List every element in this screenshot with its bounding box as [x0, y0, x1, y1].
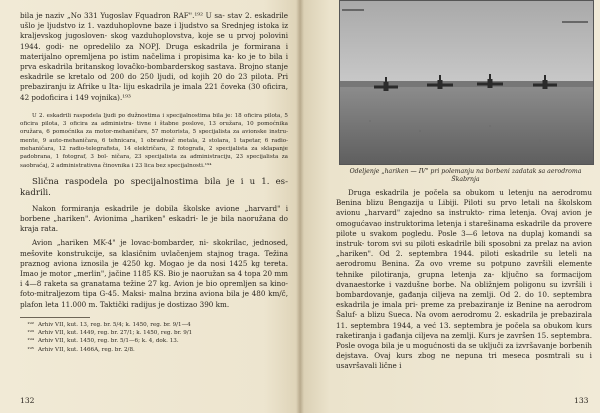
- similar-distribution-paragraph: Slična raspodela po specijalnostima bila je i u 1. es- kadrili.: [20, 176, 288, 199]
- top-paragraph: bila je naziv „No 331 Yugoslav Fquadron RAF".¹⁹² U sa- stav 2. eskadrile ušlo je ljudstvo iz 1. vazduhoplovne baze i ljudstvo sa Srednjeg istoka iz kraljevskog jugosloven- skog vazduhoplovstva, koje se u prvoj polovini 1944. godi- ne opredelilo za NOPJ. Druga eskadrila je formirana i materijalno opremljena po istim načelima i propisima ka- ko je to bila i prva eskadrila britanskog lovačko-bombarderskog sastava. Brojno stanje eskadrile se kretalo od 200 do 250 ljudi, od kojih 20 do 23 pilota. Pri prebaziranju iz Afrike u Ita- liju eskadrila je imala 221 čoveka (30 oficira, 42 podoficira i 149 vojnika).¹⁹³: [20, 11, 288, 102]
- footnote-text: Arhiv VII, kut. 1450, reg. br. 5/1—6; k. 4, dok. 13.: [38, 338, 179, 345]
- footnote-number: ¹⁹⁵: [27, 346, 34, 353]
- footnote-number: ¹⁹²: [27, 321, 34, 328]
- hurricane-specs-paragraph: Avion „hariken MK-4" je lovac-bombarder, ni- skokrilac, jednosed, mešovite konstrukcije, sa klasičnim uvlačenjem stajnog traga. Težina praznog aviona iznosila je 4250 kg. Mogao je da nosi 1425 kg tereta. Imao je motor „merlin", jačine 1185 KS. Bio je naoružan sa 4 topa 20 mm i 4—8 raketa sa granatama težine 27 kg. Avion je bio opremljen sa kino-foto-mitraljezom tipa G-45. Maksi- malna brzina aviona bila je 480 km/č, plafon leta 11.000 m. Taktički radijus je dostizao 390 km.: [20, 238, 288, 309]
- photo-caption: Odeljenje „hariken — IV" pri polетanju na borbeni zadatak sa aerodroma Škabrnja: [349, 168, 582, 184]
- footnote: [20, 321, 288, 329]
- right-page: [300, 0, 600, 413]
- footnote-text: Arhiv VII, kut. 13, reg. br. 5/4; k. 1450, reg. br. 9/1—4: [38, 321, 191, 328]
- footnote-number: ¹⁹⁴: [27, 338, 34, 345]
- hurricane-takeoff-photo: [339, 0, 594, 165]
- photo-illustration: [340, 1, 593, 164]
- staff-distribution-paragraph: U 2. eskadrili raspodela ljudi po dužnostima i specijalnostima bila je: 18 oficira pilota, 5 oficira pilota, 3 oficira za administra- tivne i štabne poslove, 13 oružara, 10 pomoćnika oružara, 6 pomoćnika za motor-mehaničare, 57 motorista, 5 specijalista za avionske instru- mente, 9 auto-mehaničara, 6 tehnicara, 1 obradivač metala, 2 stolara, 1 tapetar, 6 radio-mehaničara, 12 radio-telegrafista, 14 električara, 2 fotografa, 2 specijalista za sklapanje padobrana, 1 fotograf, 3 bol- ničara, 23 specijalista za administraciju, 23 specijalista za saobraćaj, 2 administrativna činovnika i 23 lica bez specijalnosti.¹⁹⁴: [20, 112, 288, 169]
- right-column: [336, 188, 592, 372]
- footnotes: [20, 321, 288, 354]
- training-aircraft-paragraph: Nakon formiranja eskadrile je dobila školske avione „harvard" i borbene „hariken". Avionima „hariken" eskadri- le je bila naoružana do kraja rata.: [20, 203, 288, 234]
- page-number-right: 133: [574, 396, 589, 405]
- footnote-rule: [20, 317, 90, 318]
- training-paragraph: Druga eskadrila je počela sa obukom u letenju na aerodromu Benina blizu Bengazija u Libiji. Piloti su prvo letali na školskom avionu „harvard" zajedno sa instrukto- rima letenja. Ovaj avion je omogućavao instruktorima letenja i starešinama eskadrile da provere pilote u svakom pogledu. Posle 3—6 letova na duplaj komandi sa instruk- torom svi su piloti eskadrile bili sposobni za prelaz na avion „hariken". Od 2. septembra 1944. piloti eskadrile su leteli na aerodromu Benina. Za ovo vreme su potpuno završili elemente tehnike pilotiranja, grupna letenja za- ključno sa formacijom dvanaestorke i vazdušne borbe. Na obližnjem poligonu su izvršili i bombardovanje, gađanja ciljeva na zemlji. Od 2. do 10. septembra eskadrila je imala pri- preme za prebaziranje iz Benine na aerodrom Šaluf‑ a blizu Sueca. Na ovom aerodromu 2. eskadrila je prebazirala 11. septembra 1944, a već 13. septembra je počela sa obukom kurs raketiranja i gađanja ciljeva na zemlji. Kurs je završen 15. septembra. Posle ovoga bila je u mogućnosti da se uključi za izvršavanje borbenih dejstava. Ovaj kurs zbog ne nepuna tri meseca posmtrali su i usavršavali lične i: [336, 188, 592, 371]
- footnote: [20, 337, 288, 345]
- footnote-number: ¹⁹³: [27, 330, 34, 337]
- footnote: [20, 346, 288, 354]
- left-column: [20, 11, 288, 354]
- footnote: [20, 329, 288, 337]
- book-gutter: [296, 0, 304, 413]
- page-number-left: 132: [20, 396, 35, 405]
- footnote-text: Arhiv VII, kut. 1449, reg. br. 27/1; k. 1450, reg. br. 9/1: [38, 330, 193, 337]
- footnote-text: Arhiv VII, kut. 1466A, reg. br. 2/8.: [38, 346, 135, 353]
